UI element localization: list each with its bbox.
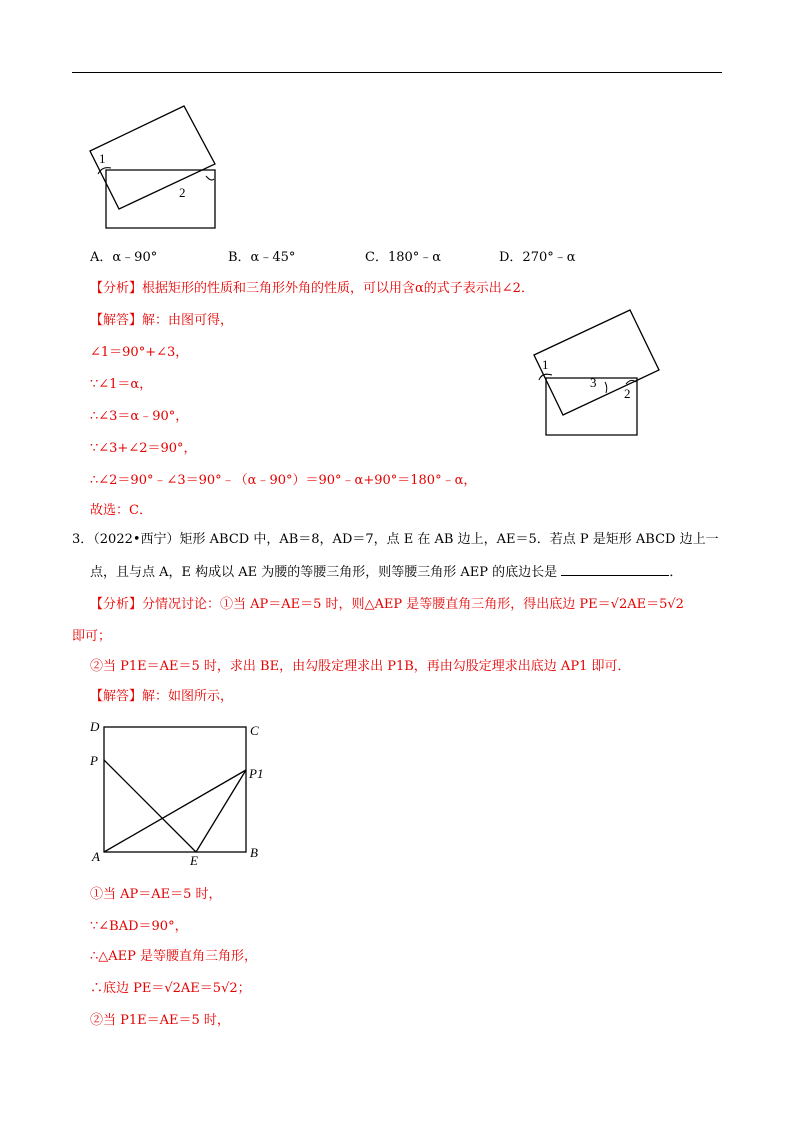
q2-step2: ∵∠1＝α， — [90, 377, 153, 392]
q3-stem-line1: 3．（2022•西宁）矩形 ABCD 中，AB＝8，AD＝7，点 E 在 AB 边上，AE＝5．若点 P 是矩形 ABCD 边上一 — [72, 532, 719, 547]
q3-stem-line2-text: 点，且与点 A，E 构成以 AE 为腰的等腰三角形，则等腰三角形 AEP 的底边长是 — [90, 565, 558, 580]
option-b: B．α﹣45° — [228, 250, 296, 265]
q2-analysis: 【分析】根据矩形的性质和三角形外角的性质，可以用含α的式子表示出∠2． — [90, 281, 534, 296]
point-B-label: B — [250, 845, 258, 860]
q3-analysis-line3: ②当 P1E＝AE＝5 时，求出 BE，由勾股定理求出 P1B，再由勾股定理求出底边 AP1 即可． — [90, 659, 631, 674]
point-D-label: D — [90, 719, 100, 734]
q2-step1: ∠1＝90°+∠3， — [90, 345, 189, 360]
fig2-angle-3-label: 3 — [590, 375, 597, 390]
q3-sol5: ②当 P1E＝AE＝5 时， — [90, 1013, 230, 1028]
angle-1-label: 1 — [99, 151, 106, 166]
angle-2-label: 2 — [179, 185, 186, 200]
q3-sol4: ∴底边 PE＝√2AE＝5√2； — [90, 981, 251, 996]
option-d: D．270°﹣α — [499, 250, 576, 265]
header-rule — [72, 72, 722, 73]
q2-step3: ∴∠3＝α﹣90°， — [90, 409, 189, 424]
q3-analysis-line1: 【分析】分情况讨论：①当 AP＝AE＝5 时，则△AEP 是等腰直角三角形，得出底边 PE＝√2AE＝5√2 — [90, 597, 684, 612]
q2-step4: ∵∠3+∠2＝90°， — [90, 441, 197, 456]
q2-step5: ∴∠2＝90°﹣∠3＝90°﹣（α﹣90°）＝90°﹣α+90°＝180°﹣α， — [90, 473, 477, 488]
figure-rotated-rectangles-1 — [86, 96, 226, 236]
q3-sol3: ∴△AEP 是等腰直角三角形， — [90, 949, 258, 964]
q3-analysis-line2: 即可； — [72, 629, 112, 644]
q3-stem-line2 — [90, 563, 682, 582]
q3-sol2: ∵∠BAD＝90°， — [90, 919, 188, 934]
point-C-label: C — [250, 723, 259, 738]
q3-solution-head: 【解答】解：如图所示， — [90, 689, 234, 704]
figure-rotated-rectangles-2 — [530, 305, 670, 440]
point-E-label: E — [190, 853, 198, 868]
q2-solution-head: 【解答】解：由图可得， — [90, 313, 234, 328]
answer-blank — [561, 563, 669, 576]
q3-sol1: ①当 AP＝AE＝5 时， — [90, 887, 222, 902]
q3-stem-line2-end: ． — [669, 565, 683, 580]
fig2-angle-1-label: 1 — [542, 357, 549, 372]
q2-answer: 故选：C． — [90, 503, 152, 518]
figure-rectangle-abcd — [86, 715, 276, 870]
option-a: A．α﹣90° — [90, 250, 158, 265]
point-P1-label: P1 — [249, 766, 264, 781]
point-A-label: A — [92, 849, 100, 864]
point-P-label: P — [90, 753, 98, 768]
fig2-angle-2-label: 2 — [624, 386, 631, 401]
option-c: C．180°﹣α — [365, 250, 442, 265]
